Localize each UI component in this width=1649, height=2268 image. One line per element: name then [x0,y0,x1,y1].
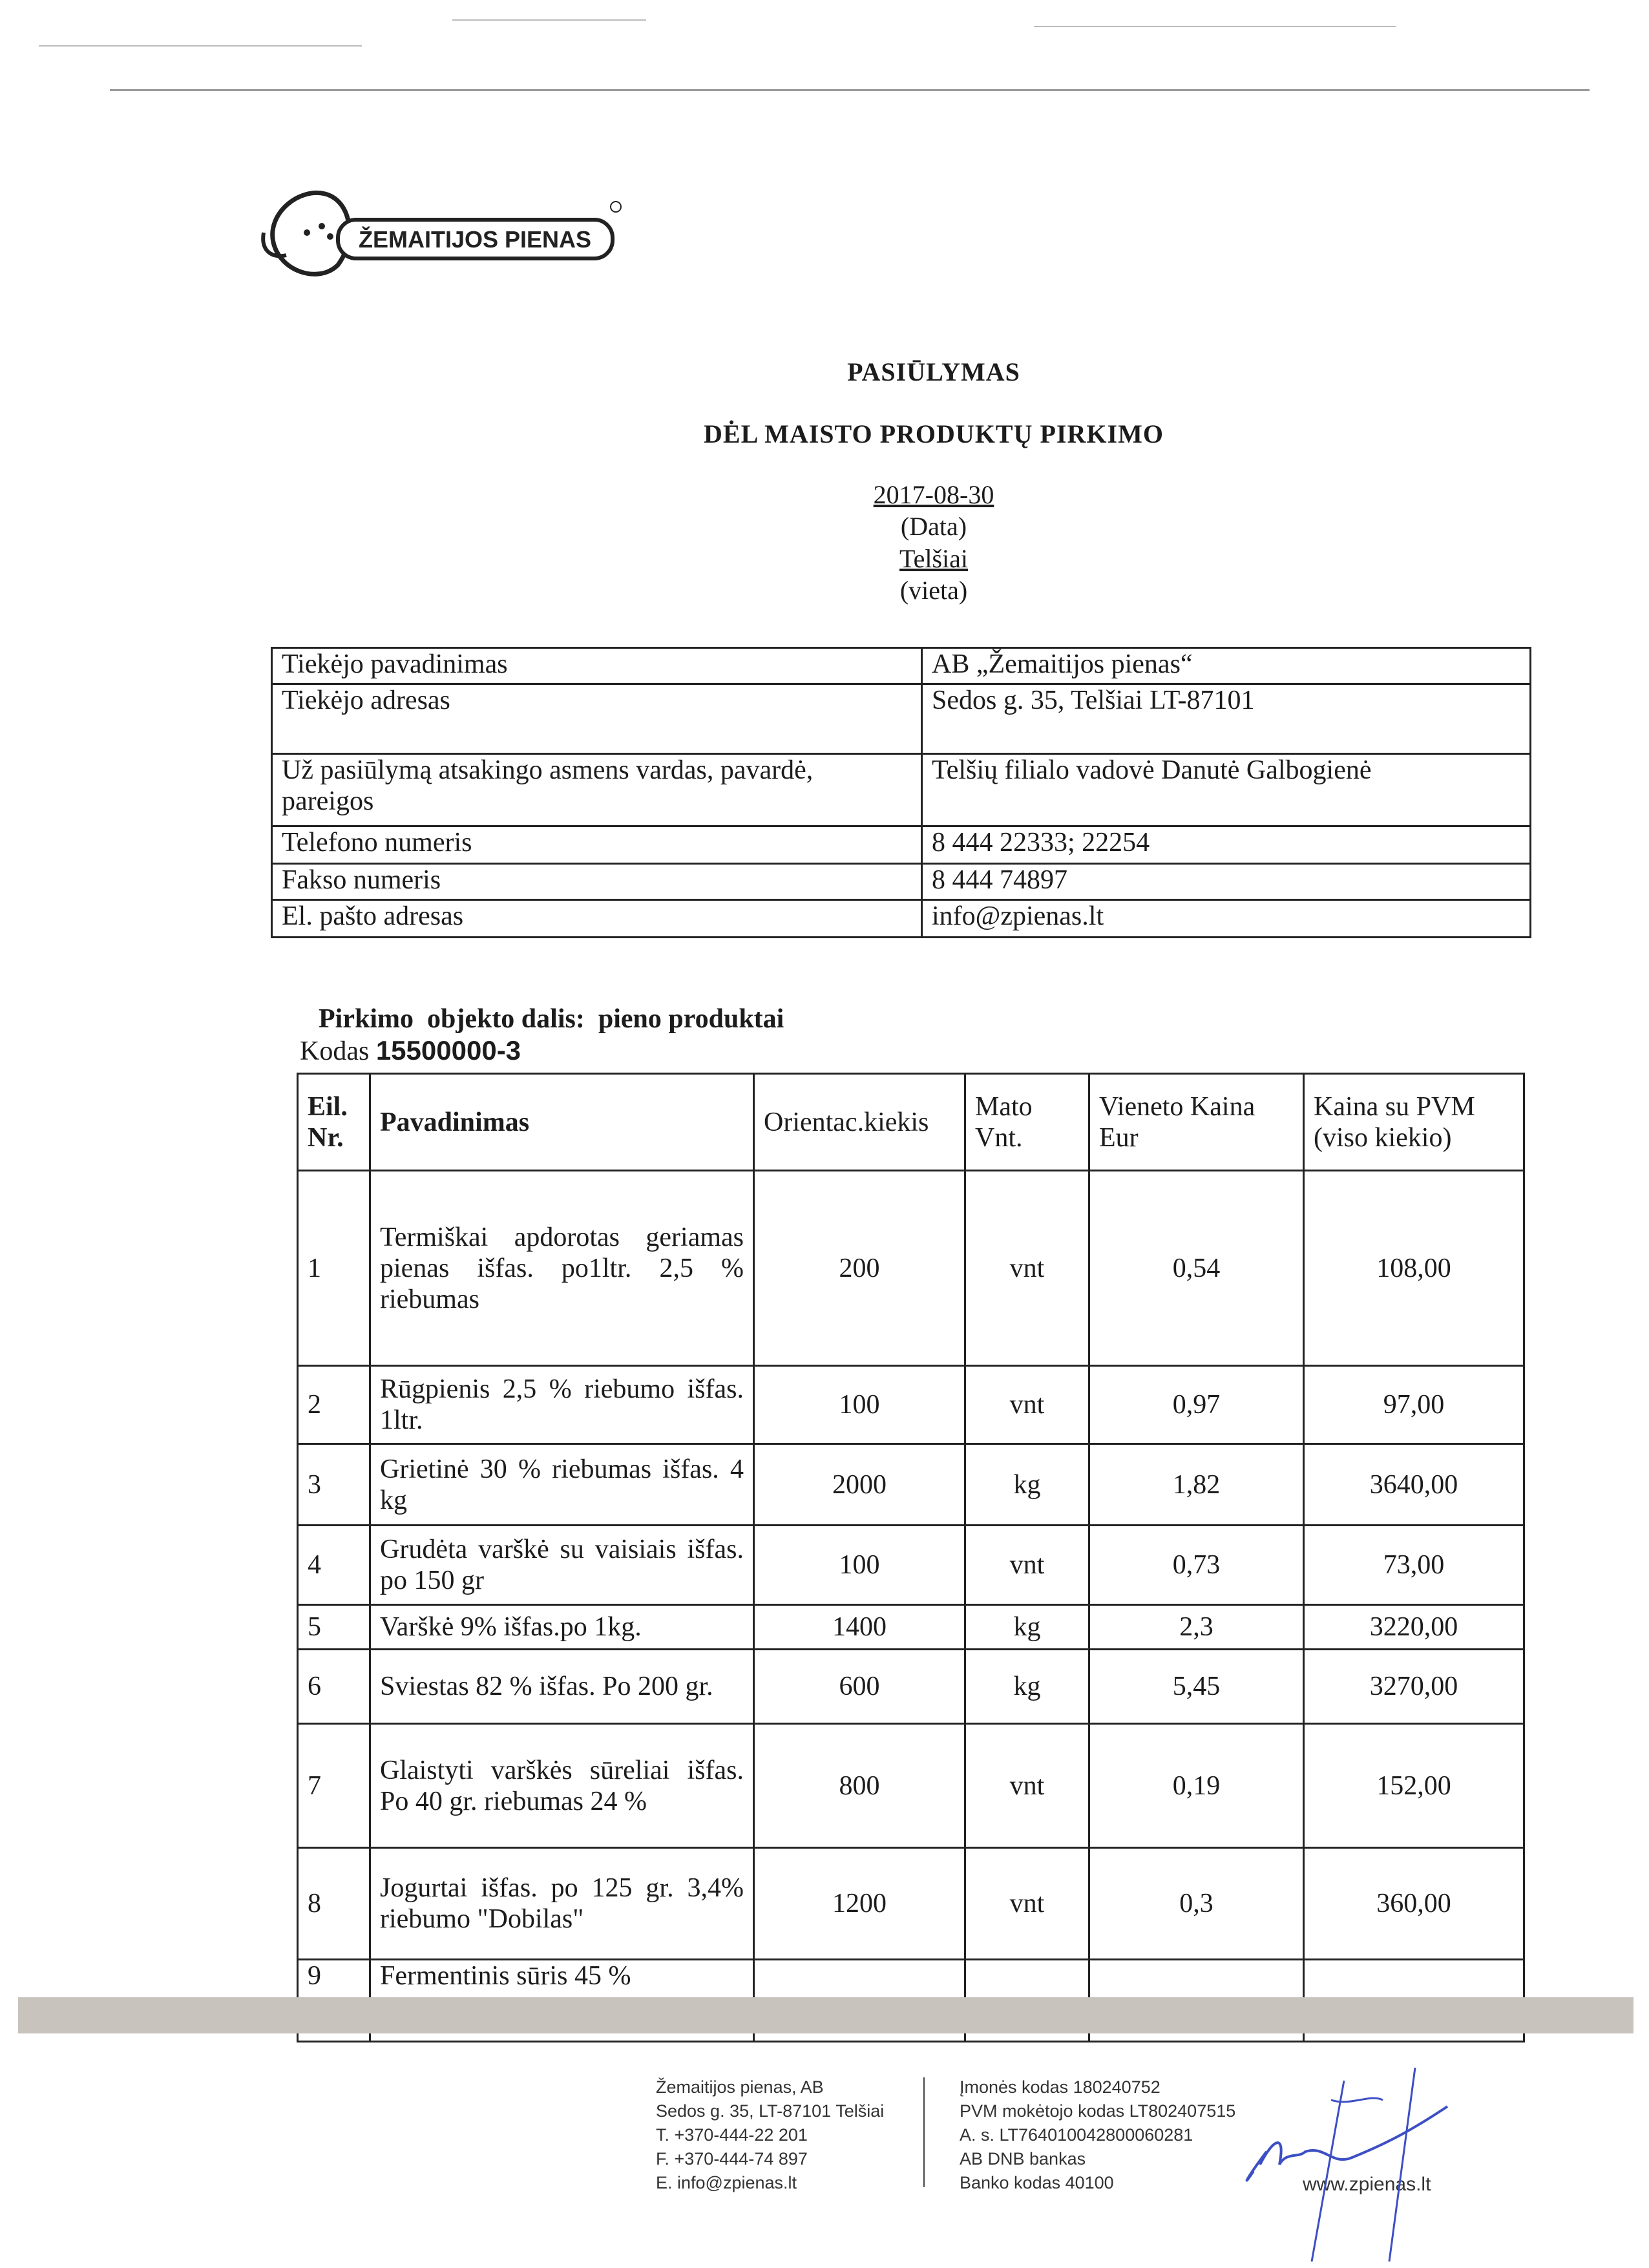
item-unit: kg [965,1444,1089,1526]
supplier-value: AB „Žemaitijos pienas“ [922,648,1531,684]
supplier-row [272,648,1531,684]
item-row [298,1605,1524,1650]
item-nr: 7 [298,1724,370,1848]
item-nr: 4 [298,1526,370,1605]
supplier-label: Tiekėjo adresas [272,684,922,754]
section-code [300,1035,521,1067]
supplier-value: 8 444 22333; 22254 [922,826,1531,864]
item-name: Jogurtai išfas. po 125 gr. 3,4% riebumo "Dobilas" [370,1848,754,1960]
code-value: 15500000-3 [375,1035,521,1066]
scan-grey-band [18,1997,1633,2033]
item-name: Termiškai apdorotas geriamas pienas išfas. po1ltr. 2,5 % riebumas [370,1171,754,1366]
footer-company-info [656,2075,884,2195]
document-title: PASIŪLYMAS [847,357,1020,386]
footer-line: AB DNB bankas [960,2149,1086,2168]
item-nr: 2 [298,1366,370,1444]
item-name: Glaistyti varškės sūreliai išfas. Po 40 gr. riebumas 24 % [370,1724,754,1848]
header-price: Vieneto Kaina Eur [1089,1074,1304,1171]
item-name: Fermentinis sūris 45 % [370,1960,754,2042]
supplier-label: Už pasiūlymą atsakingo asmens vardas, pavardė, pareigos [272,754,922,826]
signature [1202,2055,1564,2262]
item-unit: vnt [965,1366,1089,1444]
item-row [298,1444,1524,1526]
footer-divider [923,2077,925,2187]
supplier-value: Telšių filialo vadovė Danutė Galbogienė [922,754,1531,826]
items-header-row [298,1074,1524,1171]
item-price: 5,45 [1089,1650,1304,1724]
item-total: 108,00 [1304,1171,1524,1366]
item-unit: kg [965,1605,1089,1650]
item-unit: vnt [965,1171,1089,1366]
item-nr: 3 [298,1444,370,1526]
supplier-row [272,900,1531,938]
item-name: Grietinė 30 % riebumas išfas. 4 kg [370,1444,754,1526]
item-name: Grudėta varškė su vaisiais išfas. po 150 gr [370,1526,754,1605]
footer-line: PVM mokėtojo kodas LT802407515 [960,2101,1236,2121]
item-row [298,1526,1524,1605]
place-value: Telšiai [899,544,969,573]
item-qty: 100 [754,1366,965,1444]
item-qty: 1400 [754,1605,965,1650]
footer-line: F. +370-444-74 897 [656,2149,808,2168]
header-qty: Orientac.kiekis [754,1074,965,1171]
supplier-row [272,684,1531,754]
item-nr: 9 [298,1960,370,2042]
item-row [298,1848,1524,1960]
footer-line: E. info@zpienas.lt [656,2173,797,2192]
item-qty: 2000 [754,1444,965,1526]
footer-line: Žemaitijos pienas, AB [656,2077,824,2097]
item-nr: 8 [298,1848,370,1960]
item-name: Rūgpienis 2,5 % riebumo išfas. 1ltr. [370,1366,754,1444]
item-price: 0,19 [1089,1724,1304,1848]
date-label: (Data) [900,512,967,541]
footer-line: Sedos g. 35, LT-87101 Telšiai [656,2101,885,2121]
svg-text:ŽEMAITIJOS PIENAS: ŽEMAITIJOS PIENAS [358,226,592,253]
item-price: 0,73 [1089,1526,1304,1605]
supplier-info-table [271,647,1531,938]
item-row [298,1724,1524,1848]
code-label: Kodas [300,1036,370,1066]
item-total: 73,00 [1304,1526,1524,1605]
item-total: 97,00 [1304,1366,1524,1444]
supplier-value: 8 444 74897 [922,864,1531,900]
item-unit: vnt [965,1526,1089,1605]
item-price: 2,3 [1089,1605,1304,1650]
supplier-label: Telefono numeris [272,826,922,864]
item-qty: 100 [754,1526,965,1605]
item-nr: 1 [298,1171,370,1366]
supplier-value: info@zpienas.lt [922,900,1531,938]
item-unit: vnt [965,1724,1089,1848]
supplier-value: Sedos g. 35, Telšiai LT-87101 [922,684,1531,754]
footer-line: T. +370-444-22 201 [656,2125,808,2145]
item-unit: vnt [965,1848,1089,1960]
item-nr: 6 [298,1650,370,1724]
header-total: Kaina su PVM (viso kiekio) [1304,1074,1524,1171]
scan-top-line [110,89,1590,91]
date-value: 2017-08-30 [873,480,994,509]
footer-bank-info [960,2075,1235,2195]
item-total: 3270,00 [1304,1650,1524,1724]
footer-line: A. s. LT764010042800060281 [960,2125,1193,2145]
item-qty: 200 [754,1171,965,1366]
footer-website: www.zpienas.lt [1303,2174,1431,2195]
item-nr: 5 [298,1605,370,1650]
header-unit: Mato Vnt. [965,1074,1089,1171]
supplier-row [272,754,1531,826]
item-total: 3220,00 [1304,1605,1524,1650]
scan-artifact [1034,26,1396,27]
item-row [298,1366,1524,1444]
supplier-label: Tiekėjo pavadinimas [272,648,922,684]
section-title: Pirkimo objekto dalis: pieno produktai [319,1004,784,1034]
scan-artifact [452,19,646,21]
supplier-label: Fakso numeris [272,864,922,900]
scan-artifact [39,45,362,47]
company-logo [260,181,622,284]
item-unit: kg [965,1650,1089,1724]
item-total: 360,00 [1304,1848,1524,1960]
place-label: (vieta) [899,576,968,605]
footer-line: Banko kodas 40100 [960,2173,1114,2192]
supplier-label: El. pašto adresas [272,900,922,938]
header-nr: Eil. Nr. [298,1074,370,1171]
item-name: Varškė 9% išfas.po 1kg. [370,1605,754,1650]
item-row [298,1171,1524,1366]
header-name: Pavadinimas [370,1074,754,1171]
footer-line: Įmonės kodas 180240752 [960,2077,1161,2097]
item-row [298,1650,1524,1724]
item-name: Sviestas 82 % išfas. Po 200 gr. [370,1650,754,1724]
item-qty: 1200 [754,1848,965,1960]
supplier-row [272,864,1531,900]
item-total: 152,00 [1304,1724,1524,1848]
item-qty: 600 [754,1650,965,1724]
item-qty: 800 [754,1724,965,1848]
item-price: 0,54 [1089,1171,1304,1366]
document-subtitle: DĖL MAISTO PRODUKTŲ PIRKIMO [704,419,1164,448]
supplier-row [272,826,1531,864]
item-price: 0,97 [1089,1366,1304,1444]
items-table [297,1073,1525,2042]
item-total: 3640,00 [1304,1444,1524,1526]
item-price: 1,82 [1089,1444,1304,1526]
item-price: 0,3 [1089,1848,1304,1960]
